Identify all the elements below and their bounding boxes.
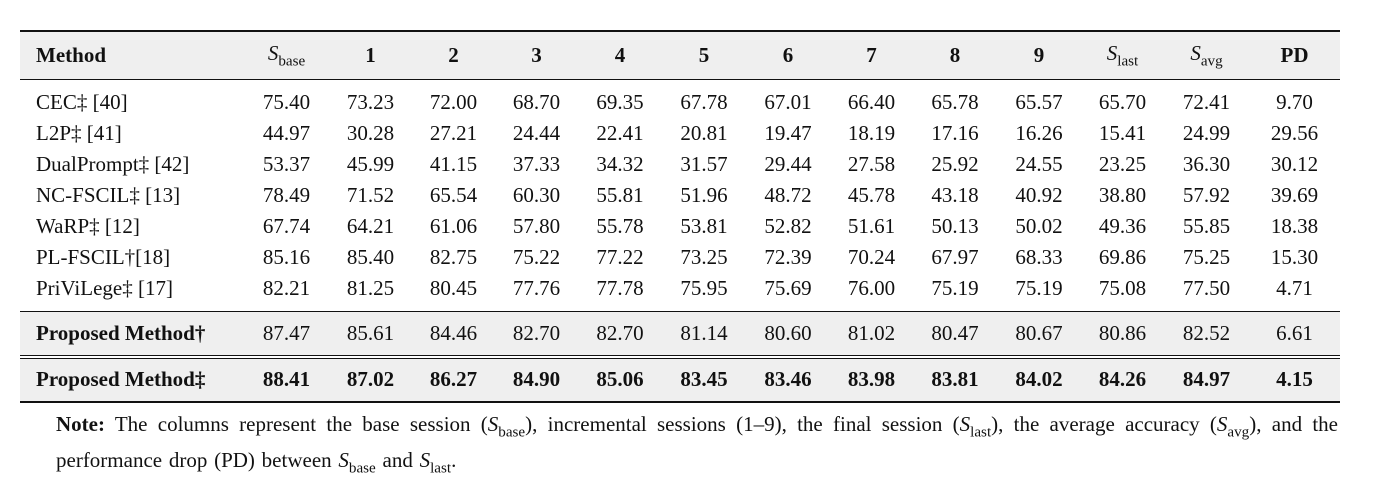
value-cell: 4.15 bbox=[1276, 367, 1313, 392]
value-cell: 88.41 bbox=[262, 367, 311, 392]
value-cell: 84.90 bbox=[512, 367, 561, 392]
value-cell: 75.19 bbox=[1015, 276, 1063, 300]
value-cell: 24.44 bbox=[512, 121, 561, 145]
value-cell: 65.70 bbox=[1098, 90, 1147, 114]
value-cell: 64.21 bbox=[346, 214, 395, 238]
value-cell: 61.06 bbox=[429, 214, 478, 238]
value-cell: 84.02 bbox=[1015, 367, 1063, 392]
value-cell: 57.92 bbox=[1182, 183, 1231, 207]
table-row bbox=[20, 87, 1340, 118]
header-session: 2 bbox=[448, 42, 459, 67]
value-cell: 75.95 bbox=[680, 276, 728, 300]
value-cell: 38.80 bbox=[1098, 183, 1147, 207]
value-cell: 86.27 bbox=[429, 367, 478, 392]
value-cell: 55.81 bbox=[596, 183, 644, 207]
value-cell: 82.70 bbox=[596, 320, 644, 345]
value-cell: 39.69 bbox=[1270, 183, 1319, 207]
value-cell: 81.02 bbox=[847, 320, 896, 345]
value-cell: 55.85 bbox=[1182, 214, 1231, 238]
table-header-row bbox=[20, 31, 1340, 79]
value-cell: 75.40 bbox=[262, 90, 311, 114]
table-row bbox=[20, 273, 1340, 304]
method-cell: Proposed Method† bbox=[36, 320, 206, 345]
value-cell: 81.14 bbox=[680, 320, 728, 345]
proposed-dagger-row bbox=[20, 311, 1340, 355]
table-body bbox=[20, 79, 1340, 402]
table-row bbox=[20, 180, 1340, 211]
table-row bbox=[20, 118, 1340, 149]
value-cell: 40.92 bbox=[1015, 183, 1063, 207]
value-cell: 77.50 bbox=[1182, 276, 1231, 300]
header-s-last: $S_{last}$ bbox=[1106, 40, 1139, 69]
value-cell: 83.98 bbox=[847, 367, 896, 392]
value-cell: 73.25 bbox=[680, 245, 728, 269]
value-cell: 45.99 bbox=[346, 152, 395, 176]
value-cell: 80.67 bbox=[1015, 320, 1063, 345]
value-cell: 55.78 bbox=[596, 214, 644, 238]
header-session: 6 bbox=[782, 42, 794, 67]
value-cell: 85.40 bbox=[346, 245, 395, 269]
value-cell: 44.97 bbox=[262, 121, 311, 145]
value-cell: 50.13 bbox=[931, 214, 979, 238]
value-cell: 83.45 bbox=[680, 367, 728, 392]
value-cell: 84.26 bbox=[1098, 367, 1147, 392]
value-cell: 18.38 bbox=[1270, 214, 1319, 238]
results-table bbox=[20, 30, 1340, 403]
value-cell: 71.52 bbox=[346, 183, 395, 207]
value-cell: 85.61 bbox=[346, 320, 395, 345]
value-cell: 75.22 bbox=[512, 245, 561, 269]
value-cell: 43.18 bbox=[931, 183, 979, 207]
value-cell: 80.86 bbox=[1098, 320, 1147, 345]
value-cell: 9.70 bbox=[1276, 90, 1313, 114]
value-cell: 77.22 bbox=[596, 245, 644, 269]
value-cell: 72.39 bbox=[764, 245, 812, 269]
value-cell: 69.86 bbox=[1098, 245, 1147, 269]
proposed-ddagger-row bbox=[20, 358, 1340, 402]
table-note: Note: The columns represent the base session $(S_{base})$, incremental sessions (1–9), the final session $(S_{last})$, the average accuracy $(S_{avg})$, and the performance drop (PD) between $S_{base}$ and $S_{last}$. bbox=[56, 412, 1338, 477]
value-cell: 85.06 bbox=[596, 367, 644, 392]
value-cell: 75.08 bbox=[1098, 276, 1147, 300]
value-cell: 68.33 bbox=[1015, 245, 1063, 269]
value-cell: 67.78 bbox=[680, 90, 728, 114]
value-cell: 27.21 bbox=[429, 121, 478, 145]
value-cell: 31.57 bbox=[680, 152, 728, 176]
value-cell: 48.72 bbox=[764, 183, 812, 207]
value-cell: 51.61 bbox=[847, 214, 896, 238]
header-method: Method bbox=[36, 42, 106, 67]
value-cell: 37.33 bbox=[512, 152, 561, 176]
value-cell: 34.32 bbox=[596, 152, 644, 176]
value-cell: 41.15 bbox=[429, 152, 478, 176]
value-cell: 27.58 bbox=[847, 152, 896, 176]
header-session: 4 bbox=[614, 42, 626, 67]
header-session: 8 bbox=[949, 42, 961, 67]
value-cell: 80.45 bbox=[429, 276, 478, 300]
value-cell: 51.96 bbox=[680, 183, 728, 207]
value-cell: 15.41 bbox=[1098, 121, 1147, 145]
header-s-base: $S_{base}$ bbox=[267, 40, 306, 69]
value-cell: 69.35 bbox=[596, 90, 644, 114]
value-cell: 77.78 bbox=[596, 276, 644, 300]
value-cell: 36.30 bbox=[1182, 152, 1231, 176]
value-cell: 19.47 bbox=[764, 121, 812, 145]
value-cell: 72.41 bbox=[1182, 90, 1231, 114]
value-cell: 60.30 bbox=[512, 183, 561, 207]
value-cell: 49.36 bbox=[1098, 214, 1147, 238]
method-cell: Proposed Method‡ bbox=[36, 367, 206, 392]
value-cell: 87.47 bbox=[262, 320, 311, 345]
value-cell: 70.24 bbox=[847, 245, 896, 269]
note-label: Note: bbox=[56, 412, 105, 436]
value-cell: 72.00 bbox=[429, 90, 478, 114]
method-cell: PL-FSCIL†[18] bbox=[36, 245, 171, 269]
value-cell: 73.23 bbox=[346, 90, 395, 114]
value-cell: 67.97 bbox=[931, 245, 979, 269]
value-cell: 82.52 bbox=[1182, 320, 1231, 345]
method-cell: WaRP‡ [12] bbox=[36, 214, 140, 238]
value-cell: 52.82 bbox=[764, 214, 812, 238]
value-cell: 17.16 bbox=[931, 121, 979, 145]
header-pd: PD bbox=[1280, 42, 1309, 67]
method-cell: NC-FSCIL‡ [13] bbox=[36, 183, 181, 207]
value-cell: 4.71 bbox=[1276, 276, 1313, 300]
value-cell: 66.40 bbox=[847, 90, 896, 114]
value-cell: 81.25 bbox=[346, 276, 395, 300]
value-cell: 87.02 bbox=[346, 367, 395, 392]
method-cell: CEC‡ [40] bbox=[36, 90, 128, 114]
value-cell: 53.37 bbox=[262, 152, 311, 176]
header-session: 3 bbox=[531, 42, 542, 67]
value-cell: 65.57 bbox=[1015, 90, 1063, 114]
method-cell: L2P‡ [41] bbox=[36, 121, 122, 145]
header-session: 1 bbox=[365, 42, 376, 67]
method-cell: DualPrompt‡ [42] bbox=[36, 152, 190, 176]
value-cell: 75.19 bbox=[931, 276, 979, 300]
value-cell: 50.02 bbox=[1015, 214, 1063, 238]
value-cell: 84.46 bbox=[429, 320, 478, 345]
table-row bbox=[20, 242, 1340, 273]
value-cell: 22.41 bbox=[596, 121, 644, 145]
value-cell: 20.81 bbox=[680, 121, 728, 145]
value-cell: 82.75 bbox=[429, 245, 478, 269]
value-cell: 24.55 bbox=[1015, 152, 1063, 176]
value-cell: 24.99 bbox=[1182, 121, 1231, 145]
value-cell: 6.61 bbox=[1276, 320, 1313, 345]
header-session: 7 bbox=[866, 42, 877, 67]
value-cell: 82.21 bbox=[262, 276, 311, 300]
value-cell: 30.12 bbox=[1270, 152, 1319, 176]
value-cell: 65.78 bbox=[931, 90, 979, 114]
value-cell: 67.74 bbox=[262, 214, 311, 238]
value-cell: 16.26 bbox=[1015, 121, 1063, 145]
value-cell: 68.70 bbox=[512, 90, 561, 114]
value-cell: 29.56 bbox=[1270, 121, 1319, 145]
value-cell: 75.69 bbox=[764, 276, 812, 300]
header-session: 5 bbox=[698, 42, 710, 67]
value-cell: 77.76 bbox=[512, 276, 561, 300]
value-cell: 45.78 bbox=[847, 183, 896, 207]
value-cell: 25.92 bbox=[931, 152, 979, 176]
value-cell: 83.46 bbox=[764, 367, 812, 392]
value-cell: 15.30 bbox=[1270, 245, 1319, 269]
value-cell: 29.44 bbox=[764, 152, 812, 176]
value-cell: 53.81 bbox=[680, 214, 728, 238]
value-cell: 67.01 bbox=[764, 90, 812, 114]
header-s-avg: $S_{avg}$ bbox=[1190, 40, 1223, 69]
method-cell: PriViLege‡ [17] bbox=[36, 276, 173, 300]
header-session: 9 bbox=[1033, 42, 1045, 67]
value-cell: 82.70 bbox=[512, 320, 561, 345]
value-cell: 80.47 bbox=[931, 320, 979, 345]
table-row bbox=[20, 149, 1340, 180]
value-cell: 84.97 bbox=[1182, 367, 1231, 392]
value-cell: 85.16 bbox=[262, 245, 311, 269]
table-row bbox=[20, 211, 1340, 242]
value-cell: 78.49 bbox=[262, 183, 311, 207]
value-cell: 57.80 bbox=[512, 214, 561, 238]
value-cell: 30.28 bbox=[346, 121, 395, 145]
value-cell: 65.54 bbox=[429, 183, 478, 207]
value-cell: 75.25 bbox=[1182, 245, 1231, 269]
value-cell: 83.81 bbox=[931, 367, 979, 392]
value-cell: 18.19 bbox=[847, 121, 896, 145]
value-cell: 80.60 bbox=[764, 320, 812, 345]
value-cell: 76.00 bbox=[847, 276, 896, 300]
value-cell: 23.25 bbox=[1098, 152, 1147, 176]
